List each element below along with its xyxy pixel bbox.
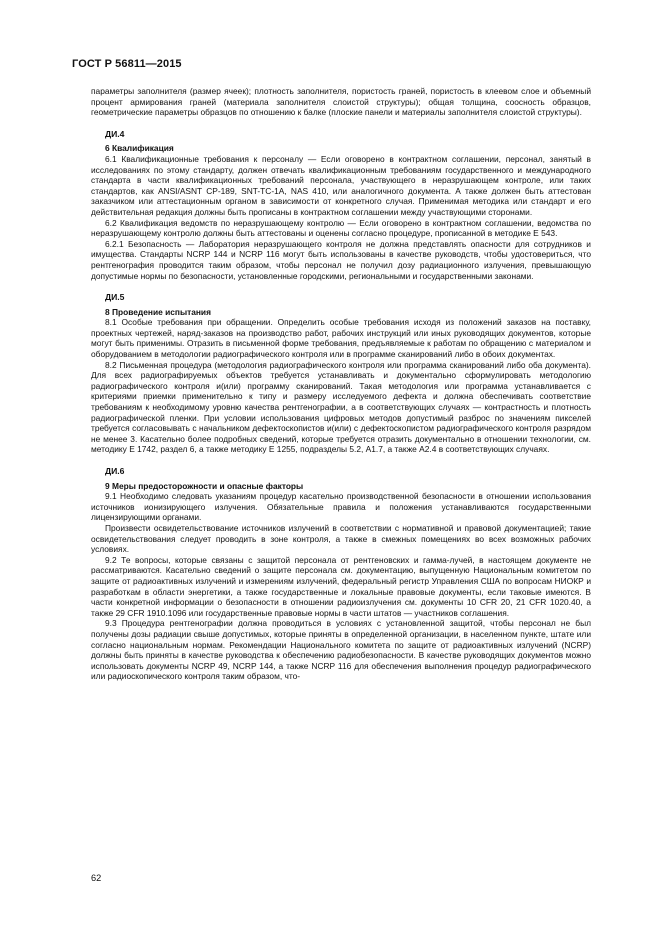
paragraph: Произвести освидетельствование источников излучений в соответствии с нормативной и правовой документацией; такие освидетельствования следует проводить в зоне контроля, а также в смежных помещениях во всех возможных рабочих условиях. xyxy=(91,522,591,555)
paragraph: 6.2.1 Безопасность — Лаборатория неразрушающего контроля не должна представлять опасности для сотрудников и имущества. Стандарты NCRP 144 и NCRP 116 могут быть использованы в качестве руководств, чтобы удостовериться, что рентгенография проводится таким образом, чтобы персонал не получил дозу радиационного излучения, превышающую допустимые нормы по безопасности, установленные городскими, региональными и государственными законами. xyxy=(91,238,591,281)
annex-section-label: ДИ.4 xyxy=(105,128,125,139)
paragraph: 9.3 Процедура рентгенографии должна проводиться в условиях с установленной защитой, чтобы персонал не был получены дозы радиации свыше допустимых, которые приняты в определенной организации, в населенном пункте, штате или согласно национальным нормам. Рекомендации Национального комитета по защите от радиоактивных излучений (NCRP) должны быть приняты в качестве руководства к обеспечению радиобезопасности. В качестве руководящих документов можно использовать документы NCRP 49, NCRP 144, а также NCRP 116 для обеспечения выполнения процедур радиографического или радиоскопического контроля таким образом, что- xyxy=(91,618,591,682)
page-number: 62 xyxy=(91,873,102,883)
paragraph: 6.2 Квалификация ведомств по неразрушающему контролю — Если оговорено в контрактном соглашении, ведомства по неразрушающему контролю должны быть аттестованы и оценены согласно процедуре, прописанной в методике Е 543. xyxy=(91,217,591,239)
section-heading: 9 Меры предосторожности и опасные факторы xyxy=(105,480,304,491)
paragraph: 9.2 Те вопросы, которые связаны с защитой персонала от рентгеновских и гамма-лучей, в настоящем документе не рассматриваются. Касательно сведений о защите персонала см. документацию, выпущенную Национальным комитетом по защите от радиоактивных излучений и измерениям излучений, федеральный регистр Управления США по вопросам НИОКР и разработкам в области энергетики, а также государственные и локальные правовые документы, если таковые имеются. В части конкретной информации о безопасности в отношении радиоизлучения см. документы 10 CFR 20, 21 CFR 1020.40, а также 29 CFR 1910.1096 или государственные правовые нормы в части штатов — участников соглашения. xyxy=(91,554,591,618)
paragraph: параметры заполнителя (размер ячеек); плотность заполнителя, пористость граней, пористость в клеевом слое и объемный процент армирования граней (материала заполнителя слоистой структуры); общая толщина, соосность образцов, геометрические параметры образцов по отношению к балке (плоские панели и материалы заполнителя слоистой структуры). xyxy=(91,86,591,118)
paragraph: 6.1 Квалификационные требования к персоналу — Если оговорено в контрактном соглашении, персонал, занятый в исследованиях по этому стандарту, должен отвечать квалификационным требованиям государственного и международного стандарта в части квалификационных требований персонала, участвующего в неразрушающем контроле, или таких стандартов, как ANSI/ASNT CP-189, SNT-TC-1A, NAS 410, или аналогичного документа. А также должен быть аттестован заказчиком или аттестационным органом в зависимости от конкретного случая. Применимая методика или стандарт и его действительная редакция должны быть прописаны в контрактном соглашении между участвующими сторонами. xyxy=(91,153,591,217)
paragraph: 8.1 Особые требования при обращении. Определить особые требования исходя из положений заказов на поставку, проектных чертежей, наряд-заказов на производство работ, рабочих инструкций или иных руководящих документов, которые могут быть применимы. Отразить в письменной форме требования, предъявляемые к работам по обращению с материалом и оборудованием в методологии радиографического контроля или в программе сканирований либо в обоих документах. xyxy=(91,317,591,360)
section-heading: 6 Квалификация xyxy=(105,143,174,154)
paragraph: 8.2 Письменная процедура (методология радиографического контроля или программа сканирований либо оба документа). Для всех радиографируемых объектов требуется устанавливать и документально сформулировать методологию радиографического контроля и(или) программу сканирований. Такая методология или программа устанавливается с критериями приемки применительно к типу и размеру исследуемого дефекта и должна обеспечивать соответствие требованиям к необходимому уровню качества рентгенографии, а в соответствующих случаях — контрастность и плотность радиографической пленки. При условии использования цифровых методов допустимый разброс по значениям пикселей требуется согласовывать с начальником дефектоскопистов и(или) с дефектоскопистом радиографического контроля разрядом не менее 3. Касательно более подробных сведений, которые требуется отразить документально в отношении технологии, см. методику Е 1742, раздел 6, а также методику Е 1255, подразделы 5.2, А1.7, а также А2.4 в соответствующих случаях. xyxy=(91,359,591,455)
annex-section-label: ДИ.5 xyxy=(105,292,125,303)
section-heading: 8 Проведение испытания xyxy=(105,306,211,317)
document-body xyxy=(91,86,591,682)
paragraph: 9.1 Необходимо следовать указаниям процедур касательно производственной безопасности в отношении использования источников ионизирующего излучения. Обязательные правила и положения устанавливаются государственными лицензирующими органами. xyxy=(91,491,591,523)
document-code-header: ГОСТ Р 56811—2015 xyxy=(72,58,182,70)
annex-section-label: ДИ.6 xyxy=(105,466,125,476)
